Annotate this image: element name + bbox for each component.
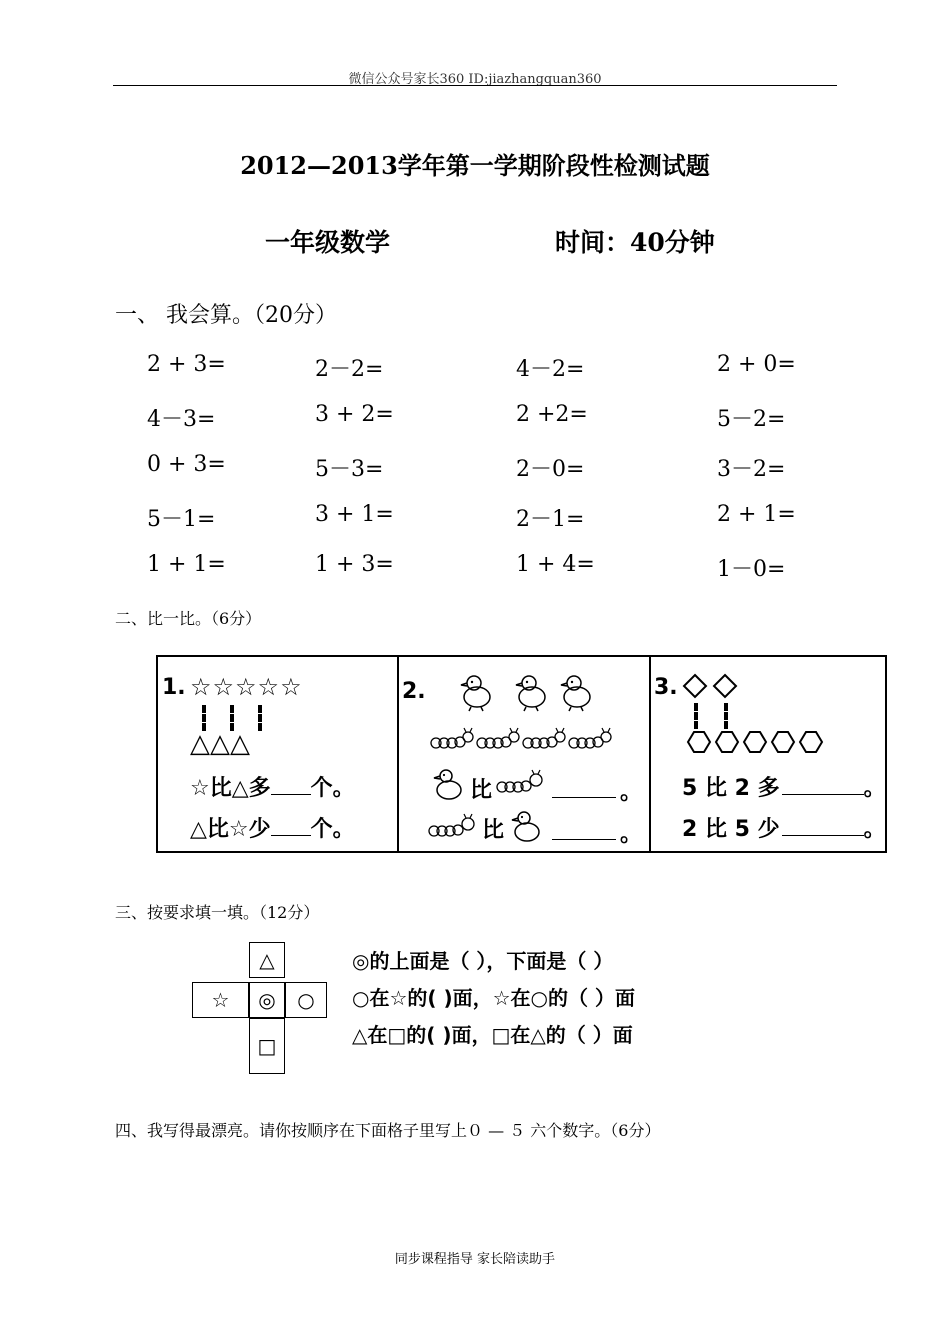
panel3-question2 [682, 812, 886, 843]
match-dash [258, 705, 262, 731]
section4-heading: 四、我写得最漂亮。请你按顺序在下面格子里写上０ — ５ 六个数字。（6分） [115, 1121, 661, 1140]
problem: 2－2= [315, 357, 384, 382]
diamond-shapes [682, 673, 742, 699]
problem: 2－0= [516, 457, 585, 482]
panel2-q2-end: 。 [620, 822, 643, 847]
problem: 4－2= [516, 357, 585, 382]
answer-blank[interactable] [552, 779, 616, 798]
chick-icon [508, 807, 544, 847]
fill-question-2: ○在☆的( )面，☆在○的（ ）面 [352, 986, 635, 1010]
match-dash [202, 705, 206, 731]
panel3-number: 3. [654, 675, 678, 700]
page-footer: 同步课程指导 家长陪读助手 [394, 1252, 556, 1267]
panel2-q1-word: 比 [470, 778, 493, 803]
panel2-number: 2. [402, 679, 426, 704]
problem: 1 + 3= [315, 552, 394, 577]
panel2-q1-end: 。 [620, 780, 643, 805]
section1-heading: 一、 我会算。（20分） [115, 303, 337, 328]
panel1-question2 [190, 812, 355, 843]
problem: 5－2= [717, 407, 786, 432]
answer-blank[interactable] [782, 776, 864, 795]
section2-heading: 二、比一比。（6分） [115, 609, 262, 628]
problem: 2 + 3= [147, 352, 226, 377]
problem: 0 + 3= [147, 452, 226, 477]
cube-face-center: ◎ [249, 982, 285, 1018]
problem: 1 + 4= [516, 552, 595, 577]
panel1-triangles: △△△ [190, 729, 250, 759]
panel3-q1-text: 5 比 2 多 [682, 776, 780, 801]
problem: 5－1= [147, 507, 216, 532]
problem: 1－0= [717, 557, 786, 582]
panel1-q2-end: 个。 [310, 817, 355, 842]
hexagon-shapes [682, 729, 826, 755]
chick-icon [511, 671, 551, 713]
cube-face-right: ○ [285, 982, 327, 1018]
fill-question-3: △在□的( )面，□在△的（ ）面 [352, 1023, 633, 1047]
cube-face-bottom: □ [249, 1018, 285, 1074]
match-dash [694, 703, 698, 729]
answer-blank[interactable] [552, 821, 616, 840]
panel-divider [649, 657, 651, 851]
caterpillar-icon [428, 813, 478, 841]
cube-face-left: ☆ [192, 982, 249, 1018]
panel1-q1-end: 个。 [310, 776, 355, 801]
problem: 2－1= [516, 507, 585, 532]
panel-divider [397, 657, 399, 851]
caterpillar-icon [430, 727, 474, 753]
exam-title: 2012—2013学年第一学期阶段性检测试题 [240, 151, 710, 180]
problem: 3 + 2= [315, 402, 394, 427]
panel3-q1-end: 。 [863, 776, 886, 801]
problem: 5－3= [315, 457, 384, 482]
panel1-q1-text: ☆比△多 [190, 776, 271, 801]
answer-blank[interactable] [271, 817, 311, 836]
caterpillar-icon [496, 769, 546, 797]
problem: 1 + 1= [147, 552, 226, 577]
compare-panels [156, 655, 887, 853]
cube-face-top: △ [249, 942, 285, 978]
panel1-question1 [190, 771, 355, 802]
caterpillar-icon [522, 727, 566, 753]
problem: 4－3= [147, 407, 216, 432]
panel3-question1 [682, 771, 886, 802]
problem: 3－2= [717, 457, 786, 482]
problem: 2 + 1= [717, 502, 796, 527]
panel1-stars: ☆☆☆☆☆ [190, 673, 303, 701]
panel2-q2-word: 比 [482, 818, 505, 843]
problem: 3 + 1= [315, 502, 394, 527]
fill-question-1: ◎的上面是（ ），下面是（ ） [352, 949, 614, 973]
panel3-q2-end: 。 [863, 817, 886, 842]
chick-icon [556, 671, 596, 713]
chick-icon [456, 671, 496, 713]
answer-blank[interactable] [782, 817, 864, 836]
panel1-q2-text: △比☆少 [190, 817, 271, 842]
problem: 2 + 0= [717, 352, 796, 377]
answer-blank[interactable] [271, 776, 311, 795]
panel1-number: 1. [162, 675, 186, 700]
match-dash [724, 703, 728, 729]
chick-icon [430, 765, 466, 805]
match-dash [230, 705, 234, 731]
panel3-q2-text: 2 比 5 少 [682, 817, 780, 842]
caterpillar-icon [568, 727, 612, 753]
subject-label: 一年级数学 [265, 228, 391, 257]
problem: 2 +2= [516, 402, 588, 427]
header-rule [113, 85, 837, 86]
time-label: 时间：40分钟 [555, 228, 715, 257]
caterpillar-icon [476, 727, 520, 753]
page-header: 微信公众号家长360 ID:jiazhangquan360 [348, 72, 602, 87]
section3-heading: 三、按要求填一填。（12分） [115, 903, 320, 922]
